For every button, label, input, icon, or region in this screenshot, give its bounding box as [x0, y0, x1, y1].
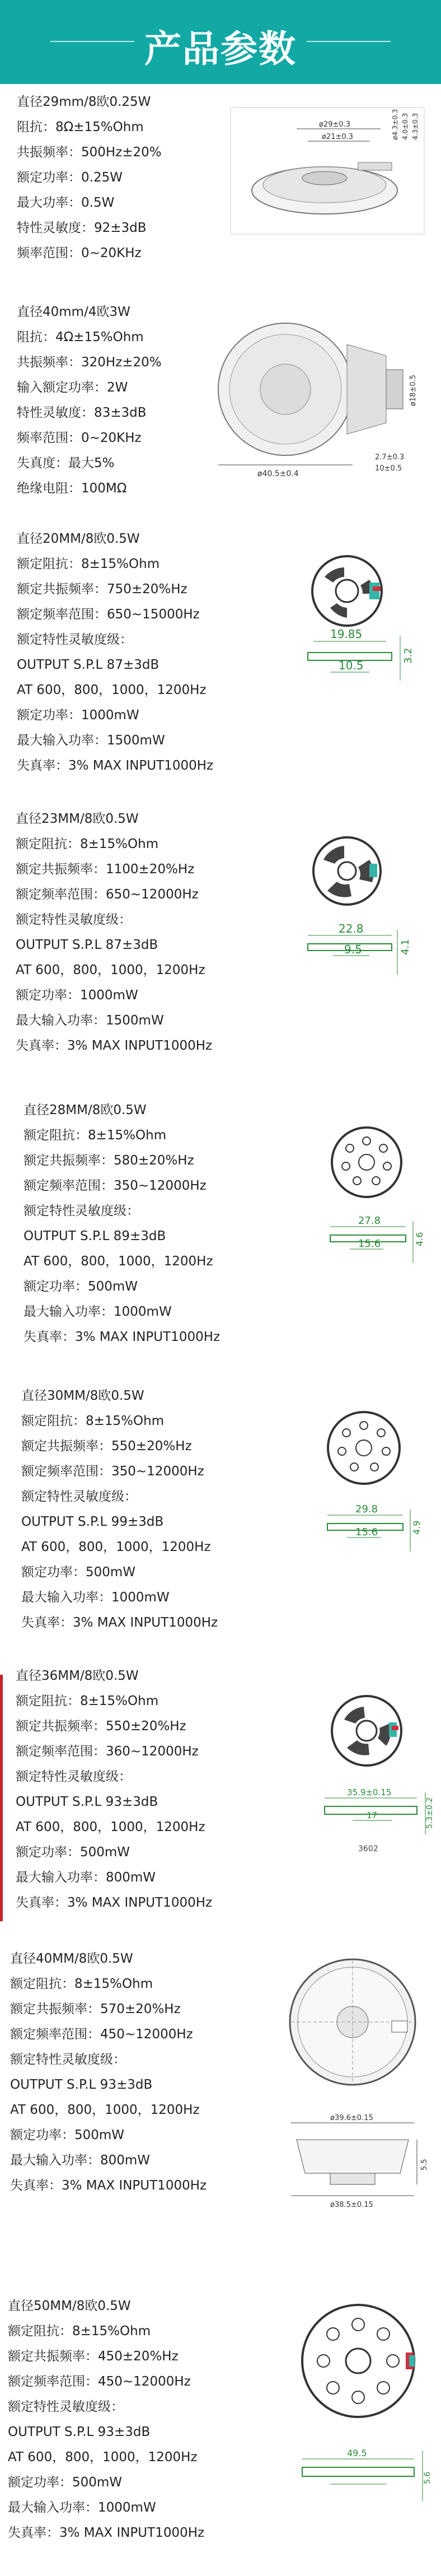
spec-line: 额定频率范围：350~12000Hz — [21, 1464, 204, 1479]
dim-label: 17 — [367, 1810, 378, 1820]
spec-section-30mm — [0, 1372, 441, 1658]
dim-label: ø4.3±0.3 — [391, 109, 399, 140]
spec-line: 额定功率：1000mW — [17, 708, 139, 723]
dim-label: 5.3±0.2 — [425, 1797, 434, 1829]
spec-section-23mm — [0, 801, 441, 1081]
spec-line: 共振频率：320Hz±20% — [17, 355, 162, 370]
header-banner — [0, 0, 441, 84]
spec-line: 额定特性灵敏度级： — [16, 1769, 132, 1784]
spec-title: 直径28MM/8欧0.5W — [24, 1103, 147, 1117]
spec-line: 额定特性灵敏度级： — [16, 912, 132, 927]
spec-line: AT 600，800，1000，1200Hz — [16, 1820, 205, 1834]
spec-line: OUTPUT S.P.L 99±3dB — [21, 1515, 164, 1529]
speaker-diagram — [280, 1949, 431, 2246]
spec-line: 额定特性灵敏度级： — [8, 2400, 124, 2414]
spec-list — [17, 90, 162, 266]
spec-line: 特性灵敏度：83±3dB — [17, 406, 147, 420]
spec-list — [21, 1384, 218, 1636]
spec-line: 最大输入功率：1000mW — [21, 1590, 170, 1605]
dim-label: 49.5 — [347, 2448, 367, 2458]
spec-line: 共振频率：500Hz±20% — [17, 145, 162, 160]
spec-line: 额定频率范围：450~12000Hz — [8, 2374, 191, 2389]
spec-line: 失真率：3% MAX INPUT1000Hz — [16, 1895, 213, 1910]
spec-line: 额定功率：500mW — [21, 1565, 136, 1580]
spec-line: OUTPUT S.P.L 93±3dB — [16, 1795, 158, 1809]
spec-line: 最大输入功率：800mW — [16, 1870, 156, 1885]
spec-line: 失真率：3% MAX INPUT1000Hz — [10, 2178, 207, 2193]
spec-line: 额定功率：500mW — [16, 1845, 130, 1860]
spec-line: OUTPUT S.P.L 87±3dB — [17, 658, 159, 672]
spec-line: 额定频率范围：650~15000Hz — [17, 607, 200, 622]
spec-title: 直径29mm/8欧0.25W — [17, 95, 151, 109]
spec-list — [16, 1664, 212, 1916]
spec-line: 额定频率范围：450~12000Hz — [10, 2027, 193, 2042]
spec-line: 额定阻抗：8±15%Ohm — [17, 557, 160, 571]
spec-section-36mm — [0, 1658, 441, 1938]
spec-line: 额定阻抗：8±15%Ohm — [24, 1128, 167, 1143]
spec-line: 最大功率：0.5W — [17, 195, 115, 210]
spec-line: 失真度：最大5% — [17, 456, 115, 471]
dim-label: ø21±0.3 — [322, 133, 354, 141]
spec-line: 输入额定功率：2W — [17, 380, 128, 395]
spec-line: AT 600，800，1000，1200Hz — [8, 2450, 198, 2465]
spec-line: 额定频率范围：360~12000Hz — [16, 1744, 199, 1759]
speaker-diagram — [229, 106, 425, 235]
spec-section-29mm — [0, 84, 441, 291]
red-edge-mark — [0, 1675, 3, 1921]
spec-line: AT 600，800，1000，1200Hz — [16, 963, 205, 977]
spec-title: 直径40mm/4欧3W — [17, 305, 130, 319]
spec-line: 失真率：3% MAX INPUT1000Hz — [8, 2526, 205, 2540]
spec-line: 额定共振频率：580±20%Hz — [24, 1153, 194, 1168]
dim-label: 4.3±0.3 — [411, 113, 419, 140]
spec-line: 额定特性灵敏度级： — [10, 2052, 126, 2067]
speaker-diagram — [311, 1403, 423, 1582]
spec-line: 最大输入功率：1000mW — [24, 1305, 172, 1319]
spec-line: 最大输入功率：800mW — [10, 2153, 151, 2168]
dim-label: 15.6 — [358, 1238, 381, 1250]
dim-label: 10.5 — [339, 659, 364, 672]
dim-label: 29.8 — [355, 1503, 378, 1515]
spec-line: 额定特性灵敏度级： — [24, 1204, 139, 1218]
dim-label: 3.2 — [402, 648, 414, 664]
spec-line: 最大输入功率：1500mW — [17, 733, 165, 748]
spec-line: 额定阻抗：8±15%Ohm — [8, 2324, 151, 2339]
spec-line: 额定共振频率：570±20%Hz — [10, 2002, 181, 2016]
spec-line: 额定阻抗：8±15%Ohm — [21, 1414, 165, 1428]
dim-label: 22.8 — [339, 922, 364, 935]
spec-line: AT 600，800，1000，1200Hz — [21, 1540, 211, 1554]
spec-line: 频率范围：0~20KHz — [17, 431, 142, 445]
spec-list — [10, 1946, 207, 2198]
spec-line: 阻抗：4Ω±15%Ohm — [17, 330, 144, 344]
dim-label: 4.9 — [411, 1520, 422, 1535]
spec-line: 失真率：3% MAX INPUT1000Hz — [24, 1330, 221, 1344]
spec-section-40mm — [0, 1938, 441, 2268]
spec-line: AT 600，800，1000，1200Hz — [10, 2103, 200, 2117]
spec-line: 失真率：3% MAX INPUT1000Hz — [17, 758, 214, 773]
spec-line: AT 600，800，1000，1200Hz — [24, 1254, 213, 1269]
dim-label: 5.6 — [423, 2471, 432, 2484]
spec-line: 额定频率范围：350~12000Hz — [24, 1178, 207, 1193]
spec-line: 额定共振频率：750±20%Hz — [17, 582, 187, 597]
spec-line: 额定共振频率：450±20%Hz — [8, 2349, 179, 2364]
spec-list — [24, 1098, 220, 1350]
dim-label: 27.8 — [358, 1215, 381, 1227]
spec-line: 额定共振频率：1100±20%Hz — [16, 862, 195, 877]
spec-line: OUTPUT S.P.L 93±3dB — [10, 2077, 153, 2092]
dim-label: 15.6 — [355, 1526, 378, 1538]
spec-list — [8, 2294, 204, 2546]
speaker-diagram — [207, 311, 431, 479]
spec-title: 直径30MM/8欧0.5W — [21, 1389, 144, 1403]
dim-label: ø38.5±0.15 — [330, 2201, 373, 2209]
spec-line: 额定阻抗：8±15%Ohm — [10, 1977, 153, 1991]
spec-line: 额定特性灵敏度级： — [21, 1489, 137, 1504]
spec-line: 额定功率：500mW — [10, 2128, 125, 2142]
spec-list — [17, 527, 213, 779]
spec-line: AT 600，800，1000，1200Hz — [17, 683, 207, 697]
spec-line: 额定功率：1000mW — [16, 988, 138, 1003]
spec-line: 额定阻抗：8±15%Ohm — [16, 1694, 159, 1708]
spec-line: 失真率：3% MAX INPUT1000Hz — [16, 1038, 213, 1053]
speaker-diagram — [313, 1120, 425, 1299]
spec-section-50mm — [0, 2268, 441, 2576]
spec-line: 最大输入功率：1500mW — [16, 1013, 164, 1028]
speaker-diagram — [313, 1689, 434, 1868]
spec-line: 绝缘电阻：100MΩ — [17, 481, 127, 496]
spec-section-20mm — [0, 527, 441, 801]
spec-line: OUTPUT S.P.L 93±3dB — [8, 2425, 151, 2439]
spec-title: 直径23MM/8欧0.5W — [16, 812, 139, 826]
spec-line: 失真率：3% MAX INPUT1000Hz — [21, 1615, 218, 1630]
dim-label: ø40.5±0.4 — [257, 469, 299, 478]
spec-title: 直径40MM/8欧0.5W — [10, 1951, 133, 1966]
model-label: 3602 — [358, 1844, 378, 1853]
dim-label: 10±0.5 — [375, 464, 402, 473]
spec-line: 额定特性灵敏度级： — [17, 632, 133, 647]
spec-section-40mm-4ohm — [0, 291, 441, 527]
spec-title: 直径50MM/8欧0.5W — [8, 2299, 131, 2313]
spec-list — [17, 300, 162, 501]
spec-title: 直径20MM/8欧0.5W — [17, 532, 140, 546]
dim-label: 35.9±0.15 — [347, 1787, 392, 1797]
spec-line: 额定功率：500mW — [8, 2475, 123, 2490]
dim-label: ø29±0.3 — [319, 120, 351, 129]
dim-label: 2.7±0.3 — [375, 453, 405, 462]
spec-line: 阻抗：8Ω±15%Ohm — [17, 120, 144, 134]
dim-label: 4.0±0.3 — [401, 113, 409, 140]
dim-label: 9.5 — [344, 943, 362, 956]
spec-line: 频率范围：0~20KHz — [17, 246, 142, 260]
speaker-diagram — [291, 552, 414, 737]
spec-line: 额定频率范围：650~12000Hz — [16, 887, 199, 902]
spec-line: OUTPUT S.P.L 89±3dB — [24, 1229, 166, 1243]
dim-label: ø39.6±0.15 — [330, 2114, 373, 2122]
spec-line: 额定功率：500mW — [24, 1279, 138, 1294]
dim-label: 5.5 — [420, 2159, 429, 2170]
dim-label: ø18±0.5 — [409, 374, 417, 406]
spec-line: 额定共振频率：550±20%Hz — [16, 1719, 186, 1734]
speaker-diagram — [291, 829, 414, 1008]
spec-line: 最大输入功率：1000mW — [8, 2500, 156, 2515]
spec-line: 额定功率：0.25W — [17, 170, 123, 185]
spec-list — [16, 807, 212, 1059]
speaker-diagram — [291, 2299, 431, 2563]
dim-label: 4.1 — [400, 939, 411, 955]
page-title: 产品参数 — [144, 27, 297, 71]
spec-line: 特性灵敏度：92±3dB — [17, 221, 147, 235]
spec-line: 额定共振频率：550±20%Hz — [21, 1439, 192, 1454]
header-rule-right — [307, 41, 391, 42]
dim-label: 19.85 — [330, 627, 363, 641]
spec-line: 额定阻抗：8±15%Ohm — [16, 837, 159, 851]
spec-section-28mm — [0, 1081, 441, 1372]
spec-line: OUTPUT S.P.L 87±3dB — [16, 938, 158, 952]
dim-label: 4.6 — [414, 1232, 425, 1246]
spec-title: 直径36MM/8欧0.5W — [16, 1669, 139, 1683]
